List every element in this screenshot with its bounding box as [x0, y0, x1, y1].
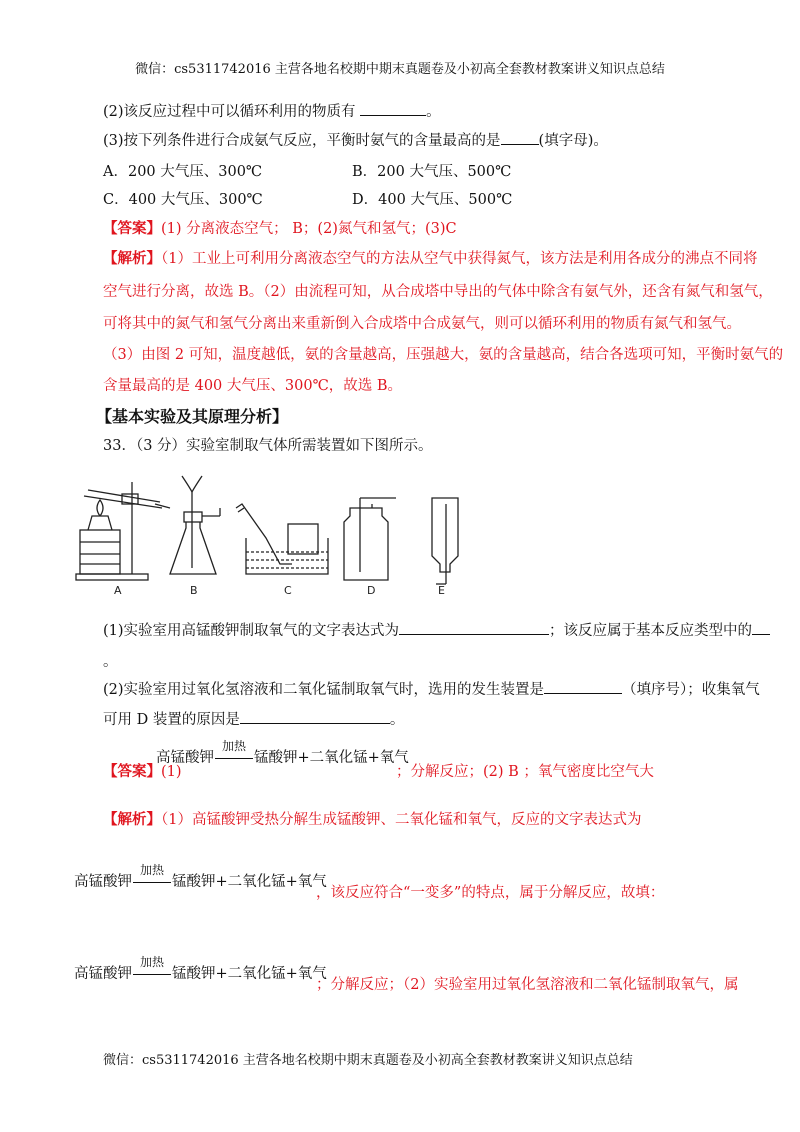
question-33-1: [103, 619, 770, 640]
label-c: C: [284, 584, 292, 597]
equation-3: [74, 955, 327, 983]
section-title: 【基本实验及其原理分析】: [96, 407, 289, 426]
question-33-2-text-b: （填序号）；收集氧气: [622, 682, 760, 698]
explanation-1-line-3: 可将其中的氮气和氢气分离出来重新倒入合成塔中合成氨气，则可以循环利用的物质有氮气和氢气。: [103, 316, 741, 332]
option-b: B．200 大气压、500℃: [352, 164, 512, 180]
explanation-2-line-3: ；分解反应；（2）实验室用过氧化氢溶液和二氧化锰制取氧气，属: [316, 977, 739, 993]
explanation-text: （1）高锰酸钾受热分解生成锰酸钾、二氧化锰和氧气，反应的文字表达式为: [161, 812, 642, 828]
page-header: 微信：cs5311742016 主营各地名校期中期末真题卷及小初高全套教材教案讲义知识点总结: [135, 62, 665, 77]
option-a: A．200 大气压、300℃: [103, 164, 263, 180]
explanation-2-line-2: ，该反应符合“一变多”的特点，属于分解反应，故填：: [316, 885, 665, 901]
answer-blank: [240, 711, 390, 724]
question-33-1-text-b: ；该反应属于基本反应类型中的: [549, 623, 753, 639]
reaction-condition: [214, 739, 254, 766]
question-33-2-text: (2)实验室用过氧化氢溶液和二氧化锰制取氧气时，选用的发生装置是: [103, 682, 545, 698]
apparatus-drawing: [70, 468, 490, 598]
answer-blank: [399, 622, 549, 635]
reactant: 高锰酸钾: [156, 750, 214, 766]
apparatus-b: [170, 476, 220, 574]
explanation-1-line-5: 含量最高的是 400 大气压、300℃，故选 B。: [103, 378, 403, 394]
reactant: 高锰酸钾: [74, 874, 132, 890]
reactant: 高锰酸钾: [74, 966, 132, 982]
question-2: [103, 100, 441, 121]
answer-label: 【答案】: [103, 763, 161, 780]
apparatus-d: [344, 498, 396, 580]
condition-line: [133, 882, 171, 883]
answer-blank: [501, 132, 539, 145]
apparatus-c: [236, 504, 328, 574]
option-c: C．400 大气压、300℃: [103, 192, 263, 208]
products: 锰酸钾+二氧化锰+氧气: [172, 966, 327, 982]
question-33-2: [103, 678, 760, 699]
explanation-text: （1）工业上可利用分离液态空气的方法从空气中获得氮气，该方法是利用各成分的沸点不同将: [161, 251, 758, 267]
apparatus-a: [76, 482, 170, 580]
label-a: A: [114, 584, 122, 597]
explanation-1-line-4: （3）由图 2 可知，温度越低，氨的含量越高，压强越大，氨的含量越高，结合各选项可知，平衡时氨气的: [103, 347, 784, 363]
explanation-1-line-2: 空气进行分离，故选 B。（2）由流程可知，从合成塔中导出的气体中除含有氨气外，还含有氮气和氢气，: [103, 284, 773, 300]
condition-text: 加热: [139, 955, 164, 969]
answer-blank: [752, 622, 770, 635]
reaction-condition: [132, 863, 172, 890]
question-33-1-text: (1)实验室用高锰酸钾制取氧气的文字表达式为: [103, 623, 400, 639]
equation-1: [156, 739, 409, 767]
reaction-condition: [132, 955, 172, 982]
question-3-text: (3)按下列条件进行合成氨气反应，平衡时氨气的含量最高的是: [103, 133, 501, 149]
question-33-2-line-2: [103, 708, 404, 729]
explanation-1-line-1: [103, 247, 757, 268]
question-2-end: 。: [426, 104, 441, 120]
question-2-text: (2)该反应过程中可以循环利用的物质有: [103, 104, 356, 120]
label-b: B: [190, 584, 198, 597]
question-33-2-end: 。: [389, 712, 405, 728]
question-3-end: (填字母)。: [538, 133, 608, 149]
question-33-2-text-c: 可用 D 装置的原因是: [103, 712, 240, 728]
answer-2-rest: ；分解反应；(2) B ；氧气密度比空气大: [396, 764, 654, 780]
apparatus-e: [432, 498, 458, 584]
answer-blank: [360, 103, 426, 116]
condition-line: [215, 758, 253, 759]
explanation-label: 【解析】: [103, 250, 161, 267]
explanation-2-line-1: [103, 808, 641, 829]
condition-line: [133, 974, 171, 975]
explanation-label: 【解析】: [103, 811, 161, 828]
label-d: D: [367, 584, 376, 597]
answer-prefix: (1): [161, 764, 182, 780]
page-footer: 微信：cs5311742016 主营各地名校期中期末真题卷及小初高全套教材教案讲义知识点总结: [103, 1053, 633, 1068]
products: 锰酸钾+二氧化锰+氧气: [254, 750, 409, 766]
answer-text: (1) 分离液态空气； B；(2)氮气和氢气；(3)C: [161, 221, 457, 237]
answer-1: [103, 217, 457, 238]
question-33: 33．（3 分）实验室制取气体所需装置如下图所示。: [103, 438, 433, 454]
answer-label: 【答案】: [103, 220, 161, 237]
question-33-1-end: 。: [103, 654, 118, 670]
condition-text: 加热: [221, 739, 246, 753]
products: 锰酸钾+二氧化锰+氧气: [172, 874, 327, 890]
option-d: D．400 大气压、500℃: [352, 192, 513, 208]
answer-blank: [544, 681, 622, 694]
apparatus-figure: [70, 468, 490, 598]
condition-text: 加热: [139, 863, 164, 877]
equation-2: [74, 863, 327, 891]
label-e: E: [438, 584, 445, 597]
question-3: [103, 129, 608, 150]
